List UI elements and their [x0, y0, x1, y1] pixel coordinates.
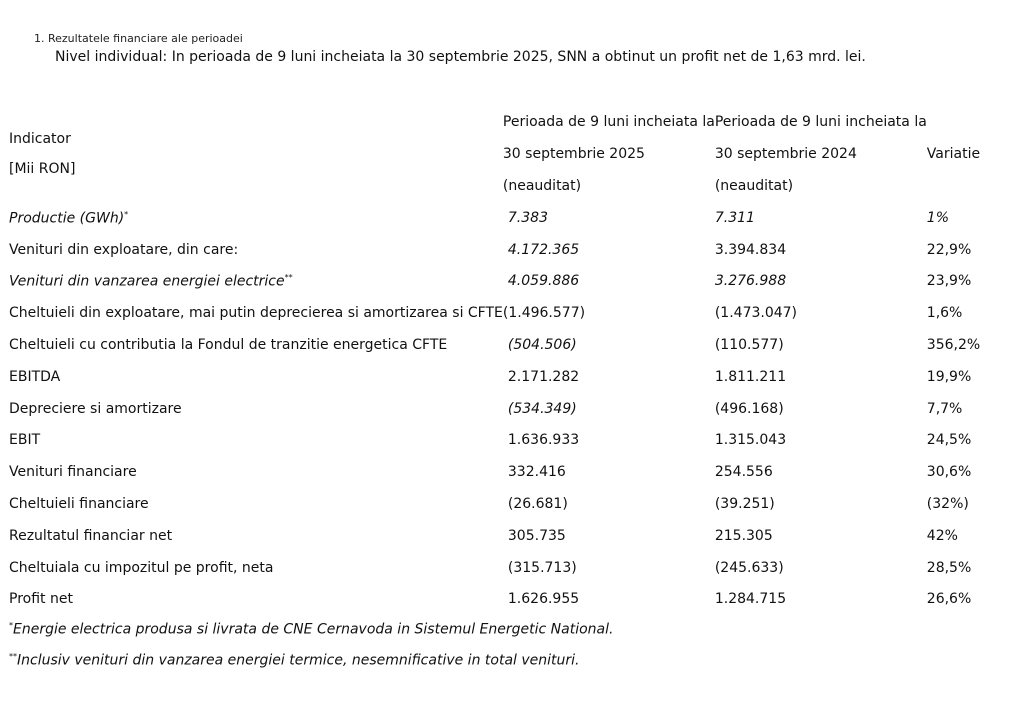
section-title: 1. Rezultatele financiare ale perioadei [34, 32, 243, 45]
col-2024-line3: (neauditat) [714, 178, 794, 194]
value-2024: 1.811.211 [714, 368, 787, 385]
table-row [9, 202, 1007, 234]
variation-value: 356,2% [926, 337, 981, 354]
col-2025-line3: (neauditat) [502, 178, 582, 194]
indicator-header [9, 106, 503, 202]
value-2025: (534.349) [507, 400, 577, 417]
value-2024: 1.284.715 [714, 591, 787, 608]
value-2025: (504.506) [507, 337, 577, 354]
value-2025: (26.681) [507, 496, 568, 513]
value-2024: (1.473.047) [714, 305, 798, 322]
table-row [9, 456, 1007, 488]
value-2025: 1.636.933 [507, 432, 580, 449]
table-row [9, 361, 1007, 393]
table-row [9, 297, 1007, 329]
variation-value: 7,7% [926, 400, 963, 417]
value-2024: (496.168) [714, 400, 784, 417]
value-2025: (1.496.577) [502, 305, 586, 322]
col-2025-line2: 30 septembrie 2025 [502, 146, 645, 162]
summary-text: Nivel individual: In perioada de 9 luni incheiata la 30 septembrie 2025, SNN a obtinut un profit net de 1,63 mrd. lei. [55, 49, 866, 65]
value-2024: 7.311 [714, 209, 755, 226]
variation-value: 1,6% [926, 305, 963, 322]
variation-value: 28,5% [926, 559, 972, 576]
row-label: Cheltuiala cu impozitul pe profit, neta [9, 559, 274, 576]
table-row [9, 425, 1007, 457]
row-label: Cheltuieli din exploatare, mai putin deprecierea si amortizarea si CFTE [9, 305, 503, 322]
col-2024-line2: 30 septembrie 2024 [714, 146, 857, 162]
row-label: EBITDA [9, 368, 61, 385]
financial-results-table [9, 106, 1007, 615]
value-2025: 305.735 [507, 527, 566, 544]
table-row [9, 329, 1007, 361]
variation-header: Variatie [926, 146, 981, 162]
col-2024-line1: Perioada de 9 luni incheiata la [714, 114, 927, 130]
unit-label: [Mii RON] [9, 161, 76, 177]
row-label: Rezultatul financiar net [9, 527, 173, 544]
table-row [9, 488, 1007, 520]
table-row [9, 266, 1007, 298]
value-2024: 254.556 [714, 464, 773, 481]
value-2024: 3.394.834 [714, 241, 787, 258]
col-2025-line1: Perioada de 9 luni incheiata la [502, 114, 715, 130]
indicator-label: Indicator [9, 131, 71, 147]
header-row-1 [9, 106, 1007, 138]
row-label: EBIT [9, 432, 41, 449]
table-row [9, 552, 1007, 584]
footnote-1: *Energie electrica produsa si livrata de CNE Cernavoda in Sistemul Energetic National. [9, 621, 614, 638]
row-label: Venituri din vanzarea energiei electrice** [9, 273, 293, 290]
row-label: Venituri financiare [9, 464, 137, 481]
value-2024: (39.251) [714, 496, 775, 513]
variation-value: 26,6% [926, 591, 972, 608]
row-label: Cheltuieli financiare [9, 496, 149, 513]
value-2025: 4.172.365 [507, 241, 580, 258]
row-label: Cheltuieli cu contributia la Fondul de tranzitie energetica CFTE [9, 337, 448, 354]
value-2025: 332.416 [507, 464, 566, 481]
row-label: Profit net [9, 591, 73, 608]
table-row [9, 584, 1007, 616]
value-2024: (245.633) [714, 559, 784, 576]
variation-value: 22,9% [926, 241, 972, 258]
table-row [9, 234, 1007, 266]
table-row [9, 393, 1007, 425]
row-label: Productie (GWh)* [9, 209, 129, 227]
value-2025: 2.171.282 [507, 368, 580, 385]
table-row [9, 520, 1007, 552]
value-2024: (110.577) [714, 337, 784, 354]
variation-value: 1% [926, 209, 950, 226]
variation-value: 24,5% [926, 432, 972, 449]
value-2024: 3.276.988 [714, 273, 787, 290]
value-2025: 1.626.955 [507, 591, 580, 608]
value-2025: 4.059.886 [507, 273, 580, 290]
variation-value: 30,6% [926, 464, 972, 481]
value-2024: 1.315.043 [714, 432, 787, 449]
row-label: Venituri din exploatare, din care: [9, 241, 239, 258]
variation-value: 23,9% [926, 273, 972, 290]
variation-value: 19,9% [926, 368, 972, 385]
value-2025: (315.713) [507, 559, 577, 576]
variation-value: 42% [926, 527, 958, 544]
variation-value: (32%) [926, 496, 969, 513]
value-2024: 215.305 [714, 527, 773, 544]
value-2025: 7.383 [507, 209, 548, 226]
row-label: Depreciere si amortizare [9, 400, 182, 417]
footnote-2: **Inclusiv venituri din vanzarea energiei termice, nesemnificative in total venituri. [9, 652, 580, 669]
